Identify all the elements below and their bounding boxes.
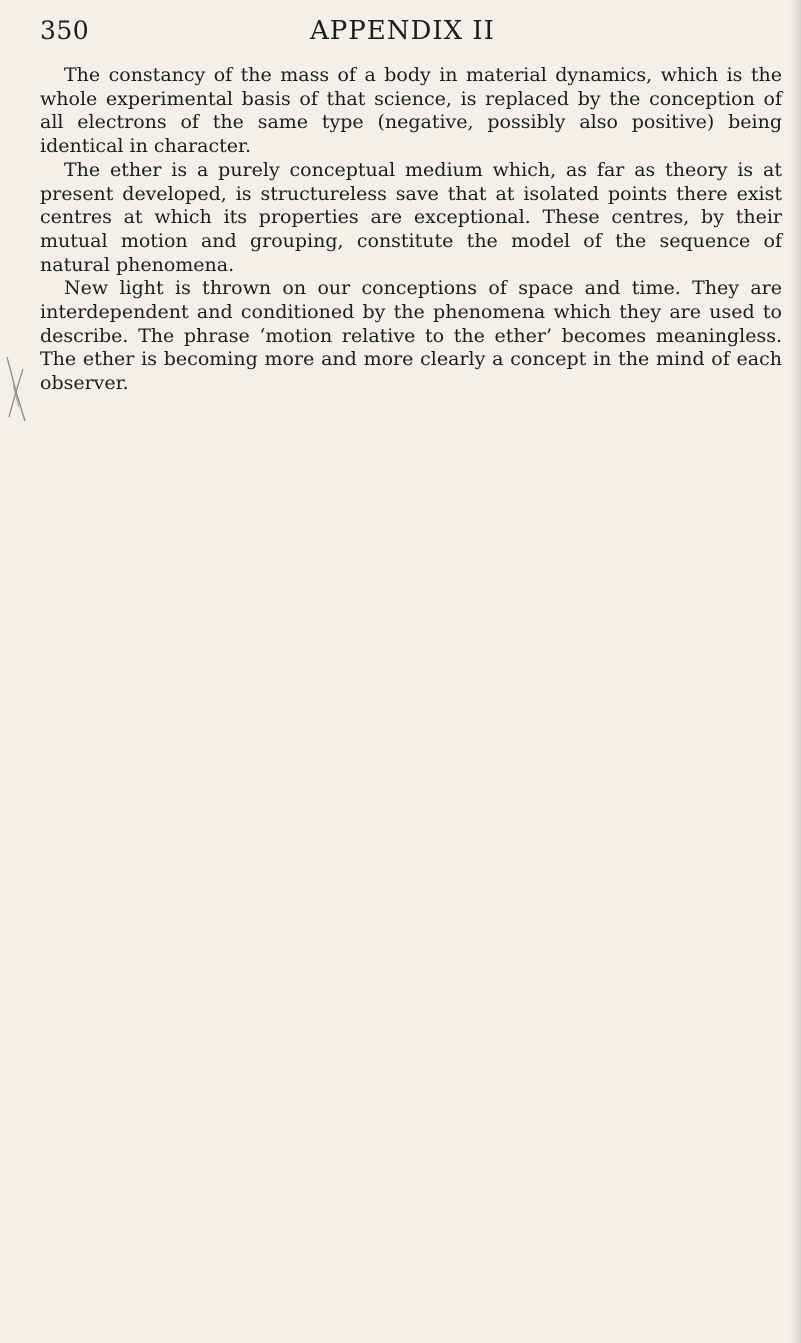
- paragraph-mass-constancy: The constancy of the mass of a body in material dynamics, which is the whole experimental basis of that science, is replaced by the conception of all electrons of the same type (negative, possibly also positive) being identical in character.: [40, 64, 782, 158]
- paragraph-ether-medium: The ether is a purely conceptual medium which, as far as theory is at present developed, is structureless save that at isolated points there exist centres at which its properties are exceptional. These centres, by their mutual motion and grouping, constitute the model of the sequence of natural phenomena.: [40, 158, 782, 276]
- pencil-x-mark-icon: [3, 355, 27, 425]
- page-number: 350: [40, 16, 90, 45]
- body-text: [40, 64, 782, 396]
- page-header: [40, 14, 780, 54]
- running-head: APPENDIX II: [310, 16, 495, 46]
- paragraph-space-time: New light is thrown on our conceptions of space and time. They are interdependent and conditioned by the phenomena which they are used to describe. The phrase ‘motion relative to the ether’ becomes meaningless. The ether is becoming more and more clearly a concept in the mind of each observer.: [40, 277, 782, 395]
- page-edge-shadow: [789, 0, 801, 1343]
